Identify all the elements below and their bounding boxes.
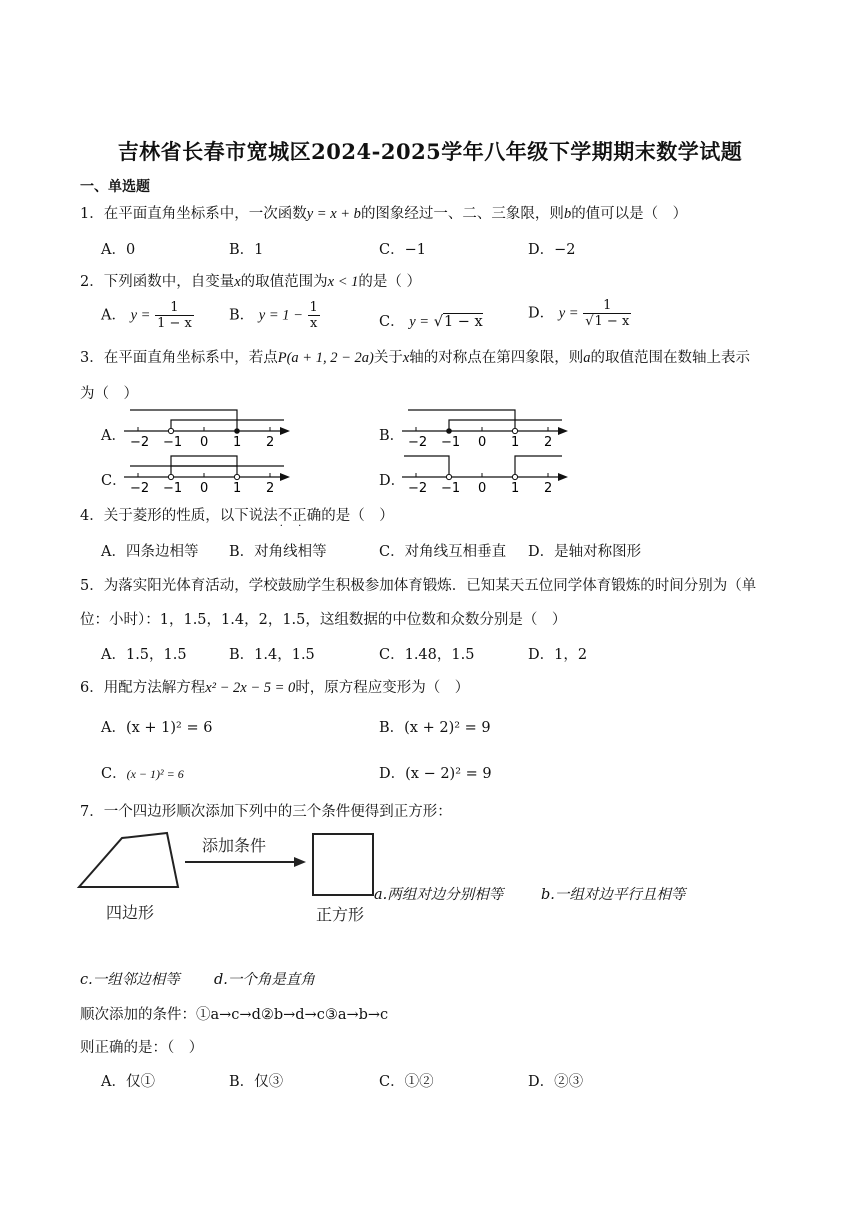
q1-option-d: D．−2 (528, 242, 576, 258)
q4-option-b: B．对角线相等 (229, 544, 327, 560)
svg-text:0: 0 (200, 435, 209, 448)
q2-option-b: B． y = 1 − $\frac{1}{x}$ (229, 300, 318, 331)
q1-formula: y = x + b (306, 206, 361, 222)
svg-text:−2: −2 (130, 481, 150, 494)
svg-text:2: 2 (544, 435, 553, 448)
q3-label-c: C． (101, 473, 127, 489)
q2-option-c: C． y = √1 − x (379, 314, 483, 330)
q7-ask: 则正确的是：（ ） (80, 1040, 204, 1056)
q3-label-d: D． (379, 473, 406, 489)
svg-text:1: 1 (233, 481, 242, 494)
q2-cond: x < 1 (327, 274, 359, 290)
svg-text:−1: −1 (163, 481, 183, 494)
question-2 (80, 270, 421, 291)
question-1 (80, 202, 687, 223)
q3-label-a: A． (101, 428, 126, 444)
svg-text:0: 0 (478, 435, 487, 448)
q7-option-c: C．①② (379, 1074, 434, 1090)
svg-text:0: 0 (478, 481, 487, 494)
svg-text:2: 2 (266, 435, 275, 448)
svg-text:−1: −1 (441, 481, 461, 494)
q4-option-a: A．四条边相等 (101, 544, 199, 560)
q7-option-d: D．②③ (528, 1074, 584, 1090)
svg-text:−2: −2 (130, 435, 150, 448)
page-title: 吉林省长春市宽城区2024-2025学年八年级下学期期末数学试题 (117, 139, 743, 164)
q3-numberline-d (398, 452, 568, 494)
svg-text:0: 0 (200, 481, 209, 494)
q2-stem-c: 的是（ ） (358, 274, 422, 290)
q1-stem-a: 1．在平面直角坐标系中，一次函数 (80, 206, 307, 222)
section-heading: 一、单选题 (80, 179, 150, 195)
q7-condition-d: d.一个角是直角 (214, 972, 315, 988)
q1-stem-c: 的值可以是（ ） (571, 206, 688, 222)
question-6: 6．用配方法解方程x² − 2x − 5 = 0时，原方程应变形为（ ） (80, 680, 470, 696)
q2-option-d: D． y = $\frac{1}{√1 - x}$ (528, 298, 630, 329)
q3-numberline-c (120, 452, 290, 494)
q7-order: 顺次添加的条件：①a→c→d②b→d→c③a→b→c (80, 1007, 389, 1023)
q7-condition-c: c.一组邻边相等 (80, 972, 180, 988)
q5-option-c: C．1.48，1.5 (379, 647, 475, 663)
q7-fig-arrow-label: 添加条件 (202, 836, 267, 855)
q5-option-a: A．1.5，1.5 (101, 647, 187, 663)
q1-option-b: B．1 (229, 242, 264, 258)
q2-var: x (234, 274, 241, 290)
q4-emphasis: 不正确 · · (278, 508, 322, 524)
q3-label-b: B． (379, 428, 405, 444)
question-4: 4．关于菱形的性质，以下说法不正确 · ·的是（ ） (80, 504, 394, 525)
q2-option-a: A． y = $\frac{1}{1 - x}$ (101, 300, 192, 331)
question-5-line1: 5．为落实阳光体育活动，学校鼓励学生积极参加体育锻炼．已知某天五位同学体育锻炼的时间分别为（单 (80, 578, 757, 594)
q7-fig-right-label: 正方形 (316, 905, 365, 924)
q1-stem-b: 的图象经过一、二、三象限，则 (360, 206, 564, 222)
svg-text:−1: −1 (441, 435, 461, 448)
question-7: 7．一个四边形顺次添加下列中的三个条件便得到正方形： (80, 804, 452, 820)
svg-text:−1: −1 (163, 435, 183, 448)
svg-text:2: 2 (544, 481, 553, 494)
q7-condition-a: a.两组对边分别相等 (374, 887, 504, 903)
q4-option-d: D．是轴对称图形 (528, 544, 642, 560)
question-3-line1: 3．在平面直角坐标系中，若点P(a + 1, 2 − 2a)关于x轴的对称点在第四象限，则a的取值范围在数轴上表示 (80, 350, 751, 366)
question-5-line2: 位：小时）：1，1.5，1.4，2，1.5，这组数据的中位数和众数分别是（ ） (80, 612, 567, 628)
q1-option-a: A．0 (101, 242, 136, 258)
q6-option-c: C．(x − 1)² = 6 (101, 766, 184, 782)
q5-option-d: D．1，2 (528, 647, 588, 663)
q7-fig-left-label: 四边形 (106, 903, 155, 922)
svg-text:−2: −2 (408, 435, 428, 448)
q7-condition-b: b.一组对边平行且相等 (541, 887, 686, 903)
svg-text:−2: −2 (408, 481, 428, 494)
question-3-line2: 为（ ） (80, 386, 138, 402)
q3-numberline-a (120, 406, 290, 448)
q5-option-b: B．1.4，1.5 (229, 647, 315, 663)
q6-option-a: A．(x + 1)² = 6 (101, 720, 213, 736)
q4-option-c: C．对角线互相垂直 (379, 544, 507, 560)
q3-point: P(a + 1, 2 − 2a) (277, 350, 374, 366)
q6-equation: x² − 2x − 5 = 0 (205, 680, 296, 696)
q6-option-b: B．(x + 2)² = 9 (379, 720, 491, 736)
q1-option-c: C．−1 (379, 242, 426, 258)
q7-figure (74, 830, 378, 930)
q6-option-d: D．(x − 2)² = 9 (379, 766, 492, 782)
q1-var: b (563, 206, 572, 222)
svg-text:1: 1 (511, 481, 520, 494)
q7-option-b: B．仅③ (229, 1074, 284, 1090)
svg-text:1: 1 (511, 435, 520, 448)
q3-numberline-b (398, 406, 568, 448)
q2-stem-b: 的取值范围为 (240, 274, 328, 290)
q7-option-a: A．仅① (101, 1074, 155, 1090)
svg-text:1: 1 (233, 435, 242, 448)
svg-text:2: 2 (266, 481, 275, 494)
q2-stem-a: 2．下列函数中，自变量 (80, 274, 235, 290)
